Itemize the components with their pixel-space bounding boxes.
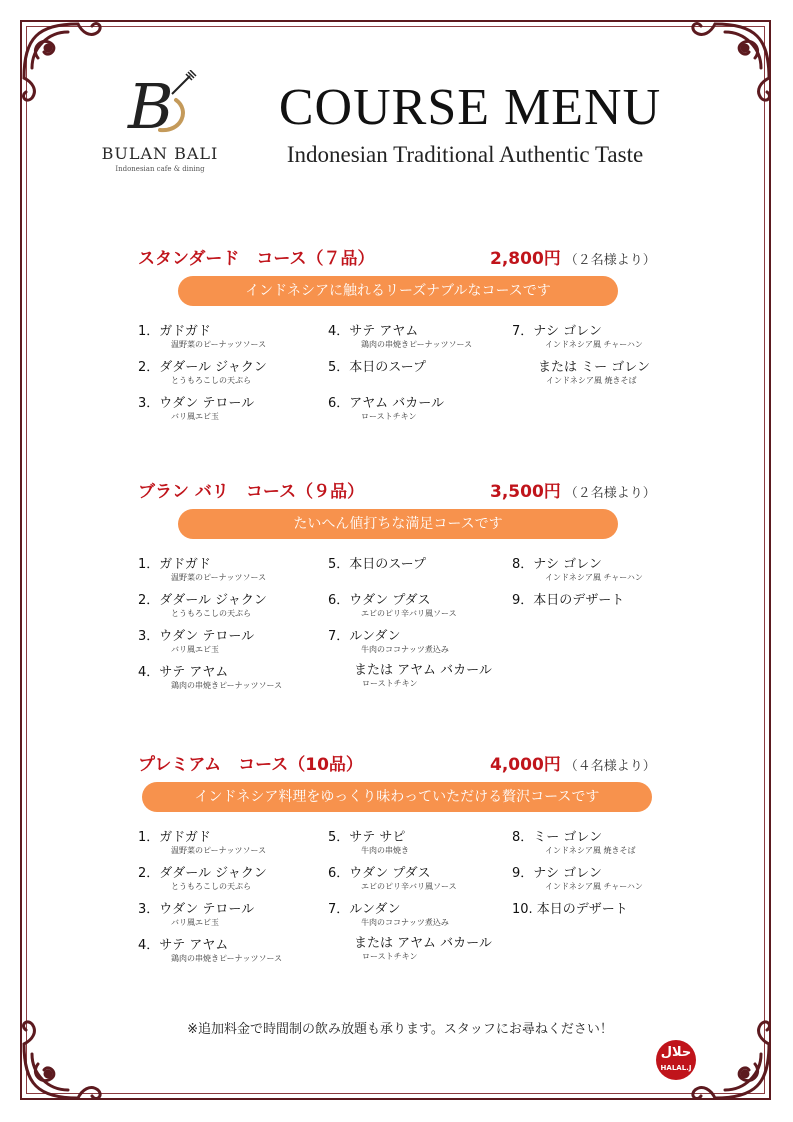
menu-item [138, 830, 266, 856]
dish-name: 2．ダダール ジャクン [138, 866, 267, 881]
menu-item [138, 629, 254, 655]
dish-description: 鶏肉の串焼きピーナッツソース [361, 340, 473, 349]
dish-description: インドネシア風 焼きそば [546, 376, 637, 385]
dish-name: 7．ナシ ゴレン [512, 324, 602, 339]
dish-name: または アヤム バカール [354, 936, 492, 951]
corner-ornament-icon [683, 18, 775, 110]
dish-description: ローストチキン [362, 679, 418, 688]
menu-item [138, 866, 267, 892]
menu-item [138, 938, 282, 964]
price-value: 4,000円 [490, 755, 561, 775]
dish-name: 8．ナシ ゴレン [512, 557, 602, 572]
corner-ornament-icon [18, 1012, 110, 1104]
dish-description: インドネシア風 チャーハン [545, 573, 643, 582]
course-price [490, 477, 656, 502]
dish-description: ローストチキン [362, 952, 418, 961]
menu-item [328, 396, 444, 422]
dish-description: エビのピリ辛バリ風ソース [361, 882, 457, 891]
dish-description: インドネシア風 チャーハン [545, 340, 643, 349]
dish-description: とうもろこしの天ぷら [171, 376, 251, 385]
dish-name: 9．本日のデザート [512, 593, 625, 608]
menu-item [138, 665, 282, 691]
menu-item [138, 902, 254, 928]
dish-description: バリ風エビ玉 [171, 645, 219, 654]
dish-name: 7．ルンダン [328, 629, 401, 644]
dish-description: とうもろこしの天ぷら [171, 609, 251, 618]
menu-item [328, 360, 426, 376]
dish-name: 1．ガドガド [138, 830, 211, 845]
menu-item [138, 593, 267, 619]
dish-description: 牛肉のココナッツ煮込み [361, 645, 449, 654]
halal-badge-icon [656, 1040, 696, 1080]
menu-item [138, 324, 266, 350]
price-note: （２名様より） [564, 253, 656, 268]
dish-description: バリ風エビ玉 [171, 918, 219, 927]
menu-item [512, 866, 643, 892]
course-price [490, 750, 656, 775]
dish-description: バリ風エビ玉 [171, 412, 219, 421]
course-name: ブラン バリ コース（９品） [138, 482, 365, 502]
course-banner: たいへん値打ちな満足コースです [178, 509, 618, 539]
dish-name: 5．本日のスープ [328, 360, 426, 375]
halal-arabic-mark: حلال [660, 1045, 692, 1060]
page-title: COURSE MENU [278, 79, 662, 136]
dish-description: 温野菜のピーナッツソース [171, 573, 267, 582]
dish-description: 鶏肉の串焼きピーナッツソース [171, 681, 283, 690]
menu-item [512, 557, 643, 583]
dish-description: 温野菜のピーナッツソース [171, 340, 267, 349]
dish-name: 4．サテ アヤム [328, 324, 419, 339]
page-subtitle: Indonesian Traditional Authentic Taste [286, 142, 644, 167]
menu-item [328, 557, 426, 573]
menu-item [512, 324, 643, 350]
menu-item [512, 830, 635, 856]
menu-item-alternative [538, 360, 650, 386]
brand-name: BULAN BALI [101, 144, 219, 163]
menu-item [328, 324, 472, 350]
halal-label: HALAL.J [660, 1064, 692, 1072]
dish-description: とうもろこしの天ぷら [171, 882, 251, 891]
menu-item [138, 360, 267, 386]
course-price [490, 244, 656, 269]
menu-item [138, 396, 254, 422]
svg-text:B: B [128, 70, 174, 138]
price-note: （２名様より） [564, 486, 656, 501]
dish-name: 6．アヤム バカール [328, 396, 445, 411]
price-value: 3,500円 [490, 482, 561, 502]
dish-name: 6．ウダン プダス [328, 866, 431, 881]
dish-name: 4．サテ アヤム [138, 665, 229, 680]
dish-name: 1．ガドガド [138, 324, 211, 339]
dish-name: 3．ウダン テロール [138, 396, 255, 411]
dish-description: インドネシア風 焼きそば [545, 846, 636, 855]
menu-item [328, 629, 449, 655]
dish-name: 3．ウダン テロール [138, 902, 255, 917]
dish-name: または アヤム バカール [354, 663, 492, 678]
price-note: （４名様より） [564, 759, 656, 774]
dish-name: 2．ダダール ジャクン [138, 360, 267, 375]
menu-item [328, 902, 449, 928]
menu-item [138, 557, 266, 583]
price-value: 2,800円 [490, 249, 561, 269]
dish-description: 温野菜のピーナッツソース [171, 846, 267, 855]
logo-b-fork-icon [120, 70, 200, 138]
menu-item [512, 593, 624, 609]
dish-name: 3．ウダン テロール [138, 629, 255, 644]
dish-name: 6．ウダン プダス [328, 593, 431, 608]
brand-logo [98, 70, 222, 182]
brand-tagline: Indonesian cafe & dining [115, 165, 205, 173]
menu-item [512, 902, 628, 918]
course-banner: インドネシアに触れるリーズナブルなコースです [178, 276, 618, 306]
course-name: スタンダード コース（７品） [138, 249, 375, 269]
corner-ornament-icon [683, 1012, 775, 1104]
dish-name: 9．ナシ ゴレン [512, 866, 602, 881]
menu-item-alternative [354, 663, 492, 689]
dish-description: 牛肉のココナッツ煮込み [361, 918, 449, 927]
dish-description: 鶏肉の串焼きピーナッツソース [171, 954, 283, 963]
menu-item [328, 593, 457, 619]
dish-name: 5．本日のスープ [328, 557, 426, 572]
dish-description: ローストチキン [361, 412, 417, 421]
course-banner: インドネシア料理をゆっくり味わっていただける贅沢コースです [142, 782, 652, 812]
dish-name: 2．ダダール ジャクン [138, 593, 267, 608]
dish-description: エビのピリ辛バリ風ソース [361, 609, 457, 618]
drink-plan-note: ※追加料金で時間制の飲み放題も承ります。スタッフにお尋ねください！ [187, 1022, 613, 1037]
dish-name: 10. 本日のデザート [512, 902, 628, 917]
dish-name: または ミー ゴレン [538, 360, 650, 375]
dish-name: 8．ミー ゴレン [512, 830, 603, 845]
course-name: プレミアム コース（10品） [138, 755, 363, 775]
menu-item [328, 830, 409, 856]
dish-name: 1．ガドガド [138, 557, 211, 572]
dish-name: 7．ルンダン [328, 902, 401, 917]
dish-description: インドネシア風 チャーハン [545, 882, 643, 891]
dish-description: 牛肉の串焼き [361, 846, 409, 855]
corner-ornament-icon [18, 18, 110, 110]
dish-name: 4．サテ アヤム [138, 938, 229, 953]
menu-item-alternative [354, 936, 492, 962]
menu-item [328, 866, 457, 892]
dish-name: 5．サテ サピ [328, 830, 406, 845]
